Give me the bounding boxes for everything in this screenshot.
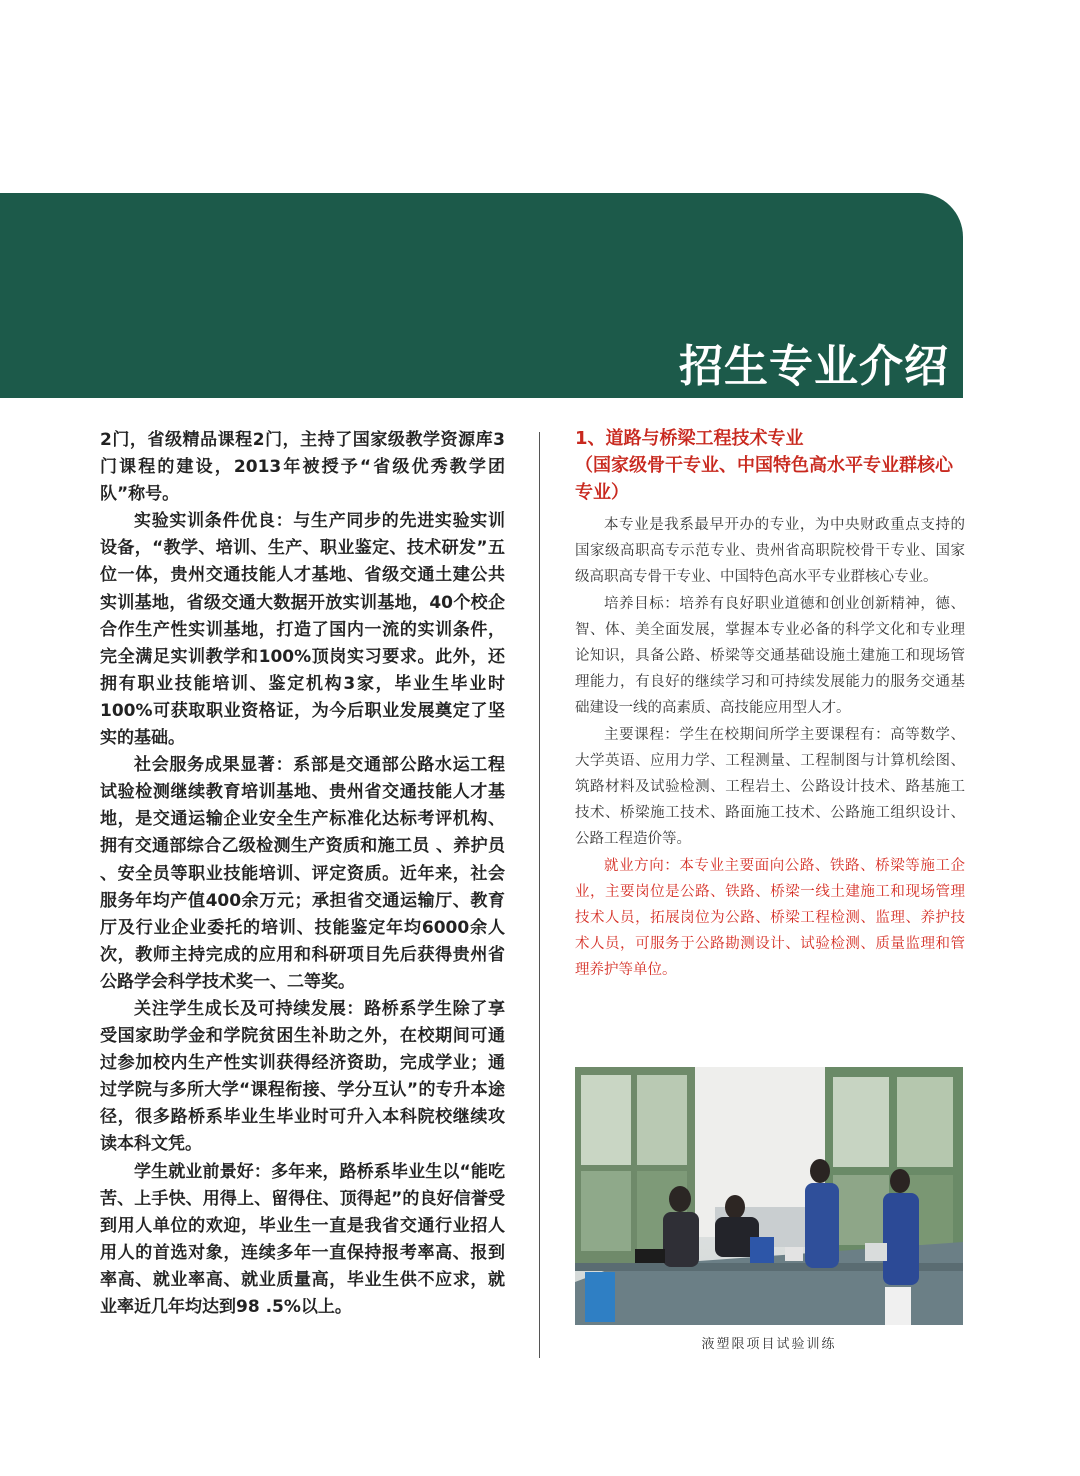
- right-column: [575, 425, 965, 984]
- lab-training-photo: [575, 1067, 963, 1325]
- left-column: [100, 427, 505, 1321]
- header-banner: [0, 193, 963, 398]
- goal-paragraph: 培养目标：培养有良好职业道德和创业创新精神，德、智、体、美全面发展，掌握本专业必备的科学文化和专业理论知识，具备公路、桥梁等交通基础设施土建施工和现场管理能力，有良好的继续学习和可持续发展能力的服务交通基础建设一线的高素质、高技能应用型人才。: [575, 595, 965, 717]
- photo-caption: 液塑限项目试验训练: [701, 1337, 837, 1352]
- lab-photo-illustration: [575, 1067, 963, 1325]
- column-divider: [539, 432, 540, 1358]
- section-title: 1、道路与桥梁工程技术专业: [575, 428, 804, 449]
- intro-paragraph: 本专业是我系最早开办的专业，为中央财政重点支持的国家级高职高专示范专业、贵州省高职院校骨干专业、国家级高职高专骨干专业、中国特色高水平专业群核心专业。: [575, 517, 965, 586]
- section-subtitle: （国家级骨干专业、中国特色高水平专业群核心专业）: [575, 455, 953, 503]
- page-title: 招生专业介绍: [679, 341, 949, 392]
- left-paragraph: 关注学生成长及可持续发展：路桥系学生除了享受国家助学金和学院贫困生补助之外，在校期间可通过参加校内生产性实训获得经济资助，完成学业；通过学院与多所大学“课程衔接、学分互认”的专升本途径，很多路桥系毕业生毕业时可升入本科院校继续攻读本科文凭。: [100, 998, 505, 1155]
- left-paragraph: 2门，省级精品课程2门，主持了国家级教学资源库3门课程的建设，2013年被授予“省级优秀教学团队”称号。: [100, 430, 505, 505]
- left-paragraph: 实验实训条件优良：与生产同步的先进实验实训设备，“教学、培训、生产、职业鉴定、技术研发”五位一体，贵州交通技能人才基地、省级交通土建公共实训基地，省级交通大数据开放实训基地，40个校企合作生产性实训基地，打造了国内一流的实训条件，完全满足实训教学和100%顶岗实习要求。此外，还拥有职业技能培训、鉴定机构3家，毕业生毕业时100%可获取职业资格证，为今后职业发展奠定了坚实的基础。: [100, 511, 505, 749]
- left-paragraph: 学生就业前景好：多年来，路桥系毕业生以“能吃苦、上手快、用得上、留得住、顶得起”的良好信誉受到用人单位的欢迎，毕业生一直是我省交通行业招人用人的首选对象，连续多年一直保持报考率高、报到率高、就业率高、就业质量高，毕业生供不应求，就业率近几年均达到98 .5%以上。: [100, 1161, 505, 1317]
- section-body: [575, 512, 965, 984]
- left-paragraph: 社会服务成果显著：系部是交通部公路水运工程试验检测继续教育培训基地、贵州省交通技能人才基地，是交通运输企业安全生产标准化达标考评机构、拥有交通部综合乙级检测生产资质和施工员 、养护员 、安全员等职业技能培训、评定资质。近年来，社会服务年均产值400余万元；承担省交通运输厅、教育厅及行业企业委托的培训、技能鉴定年均6000余人次，教师主持完成的应用和科研项目先后获得贵州省公路学会科学技术奖一、二等奖。: [100, 755, 505, 992]
- courses-paragraph: 主要课程：学生在校期间所学主要课程有：高等数学、大学英语、应用力学、工程测量、工程制图与计算机绘图、筑路材料及试验检测、工程岩土、公路设计技术、路基施工技术、桥梁施工技术、路面施工技术、公路施工组织设计、公路工程造价等。: [575, 726, 965, 848]
- employment-paragraph: 就业方向：本专业主要面向公路、铁路、桥梁等施工企业，主要岗位是公路、铁路、桥梁一线土建施工和现场管理技术人员，拓展岗位为公路、桥梁工程检测、监理、养护技术人员，可服务于公路勘测设计、试验检测、质量监理和管理养护等单位。: [575, 857, 965, 979]
